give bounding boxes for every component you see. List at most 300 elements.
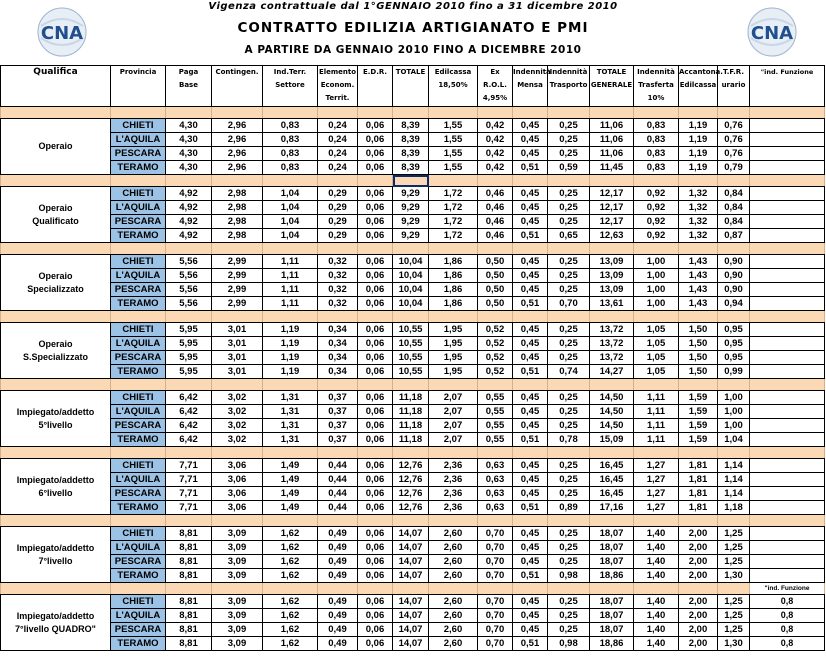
value-cell[interactable]: 1,05 <box>634 337 679 351</box>
separator-cell[interactable] <box>590 107 634 119</box>
value-cell[interactable]: 3,01 <box>212 337 263 351</box>
value-cell[interactable]: 2,99 <box>212 283 263 297</box>
qualifica-cell[interactable] <box>1 187 111 243</box>
value-cell[interactable]: 10,55 <box>393 337 429 351</box>
value-cell[interactable]: 15,09 <box>590 433 634 447</box>
value-cell[interactable]: 0,06 <box>358 229 393 243</box>
value-cell[interactable]: 0,06 <box>358 255 393 269</box>
separator-cell[interactable] <box>548 311 590 323</box>
value-cell[interactable]: 0,25 <box>548 283 590 297</box>
separator-cell[interactable] <box>478 583 513 595</box>
value-cell[interactable]: 1,40 <box>634 569 679 583</box>
value-cell[interactable]: 14,07 <box>393 637 429 651</box>
value-cell[interactable]: 18,86 <box>590 569 634 583</box>
value-cell[interactable]: 0,83 <box>263 119 318 133</box>
value-cell[interactable]: 5,56 <box>166 297 212 311</box>
value-cell[interactable]: 1,00 <box>718 391 750 405</box>
value-cell[interactable]: 0,32 <box>318 283 358 297</box>
value-cell[interactable]: 0,45 <box>513 337 548 351</box>
value-cell[interactable]: 2,96 <box>212 119 263 133</box>
value-cell[interactable]: 0,25 <box>548 147 590 161</box>
value-cell[interactable]: 0,06 <box>358 337 393 351</box>
separator-cell[interactable] <box>513 311 548 323</box>
column-header[interactable] <box>634 66 679 107</box>
value-cell[interactable]: 1,62 <box>263 595 318 609</box>
separator-cell[interactable] <box>212 447 263 459</box>
value-cell[interactable]: 0,25 <box>548 119 590 133</box>
value-cell[interactable] <box>750 269 825 283</box>
value-cell[interactable]: 0,84 <box>718 187 750 201</box>
value-cell[interactable]: 1,32 <box>679 215 718 229</box>
value-cell[interactable]: 2,00 <box>679 623 718 637</box>
separator-cell[interactable] <box>1 311 111 323</box>
value-cell[interactable]: 1,31 <box>263 419 318 433</box>
value-cell[interactable]: 1,19 <box>679 147 718 161</box>
value-cell[interactable]: 1,25 <box>718 527 750 541</box>
value-cell[interactable]: 0,25 <box>548 419 590 433</box>
value-cell[interactable]: 0,46 <box>478 187 513 201</box>
column-header[interactable] <box>318 66 358 107</box>
value-cell[interactable] <box>750 391 825 405</box>
value-cell[interactable]: 10,55 <box>393 323 429 337</box>
separator-cell[interactable] <box>750 379 825 391</box>
value-cell[interactable]: 1,95 <box>429 337 478 351</box>
value-cell[interactable]: 1,11 <box>634 391 679 405</box>
column-header[interactable] <box>429 66 478 107</box>
value-cell[interactable]: 11,18 <box>393 433 429 447</box>
value-cell[interactable] <box>750 323 825 337</box>
value-cell[interactable]: 0,46 <box>478 229 513 243</box>
value-cell[interactable]: 0,45 <box>513 351 548 365</box>
value-cell[interactable]: 1,43 <box>679 297 718 311</box>
value-cell[interactable]: 8,81 <box>166 555 212 569</box>
value-cell[interactable]: 0,76 <box>718 119 750 133</box>
separator-cell[interactable] <box>679 515 718 527</box>
value-cell[interactable]: 1,04 <box>263 187 318 201</box>
provincia-cell[interactable]: L'AQUILA <box>111 133 166 147</box>
value-cell[interactable]: 1,43 <box>679 269 718 283</box>
value-cell[interactable]: 0,45 <box>513 459 548 473</box>
separator-cell[interactable] <box>548 243 590 255</box>
separator-cell[interactable] <box>634 175 679 187</box>
value-cell[interactable]: 0,51 <box>513 297 548 311</box>
value-cell[interactable]: 2,99 <box>212 269 263 283</box>
separator-cell[interactable] <box>393 447 429 459</box>
separator-cell[interactable] <box>263 447 318 459</box>
value-cell[interactable]: 1,05 <box>634 351 679 365</box>
value-cell[interactable]: 0,37 <box>318 419 358 433</box>
provincia-cell[interactable]: L'AQUILA <box>111 201 166 215</box>
value-cell[interactable]: 12,76 <box>393 459 429 473</box>
value-cell[interactable]: 0,25 <box>548 215 590 229</box>
value-cell[interactable]: 2,98 <box>212 229 263 243</box>
value-cell[interactable]: 2,36 <box>429 459 478 473</box>
selected-cell[interactable] <box>393 175 429 187</box>
value-cell[interactable]: 0,44 <box>318 473 358 487</box>
provincia-cell[interactable]: CHIETI <box>111 459 166 473</box>
value-cell[interactable]: 10,55 <box>393 365 429 379</box>
separator-cell[interactable] <box>634 311 679 323</box>
separator-cell[interactable] <box>513 243 548 255</box>
separator-cell[interactable] <box>718 107 750 119</box>
separator-cell[interactable] <box>548 379 590 391</box>
separator-cell[interactable] <box>590 515 634 527</box>
value-cell[interactable]: 1,19 <box>263 323 318 337</box>
column-header[interactable] <box>513 66 551 107</box>
value-cell[interactable]: 2,07 <box>429 405 478 419</box>
value-cell[interactable] <box>750 555 825 569</box>
separator-cell[interactable] <box>358 583 393 595</box>
value-cell[interactable]: 1,11 <box>634 419 679 433</box>
value-cell[interactable]: 2,00 <box>679 609 718 623</box>
value-cell[interactable]: 0,37 <box>318 405 358 419</box>
provincia-cell[interactable]: TERAMO <box>111 569 166 583</box>
separator-cell[interactable] <box>429 583 478 595</box>
value-cell[interactable]: 1,30 <box>718 637 750 651</box>
value-cell[interactable]: 1,25 <box>718 595 750 609</box>
value-cell[interactable]: 0,55 <box>478 419 513 433</box>
value-cell[interactable]: 1,86 <box>429 255 478 269</box>
separator-cell[interactable] <box>393 515 429 527</box>
value-cell[interactable]: 1,49 <box>263 501 318 515</box>
value-cell[interactable]: 1,55 <box>429 133 478 147</box>
value-cell[interactable]: 0,25 <box>548 595 590 609</box>
value-cell[interactable]: 0,83 <box>634 161 679 175</box>
value-cell[interactable]: 1,25 <box>718 555 750 569</box>
separator-cell[interactable] <box>718 175 750 187</box>
separator-cell[interactable] <box>429 515 478 527</box>
value-cell[interactable]: 2,98 <box>212 201 263 215</box>
value-cell[interactable]: 0,06 <box>358 527 393 541</box>
value-cell[interactable]: 1,14 <box>718 487 750 501</box>
value-cell[interactable]: 18,07 <box>590 555 634 569</box>
value-cell[interactable]: 1,00 <box>718 405 750 419</box>
value-cell[interactable]: 3,06 <box>212 487 263 501</box>
value-cell[interactable]: 1,00 <box>718 419 750 433</box>
value-cell[interactable] <box>750 119 825 133</box>
value-cell[interactable]: 1,40 <box>634 527 679 541</box>
value-cell[interactable]: 12,17 <box>590 201 634 215</box>
separator-cell[interactable] <box>1 447 111 459</box>
value-cell[interactable]: 18,07 <box>590 527 634 541</box>
value-cell[interactable] <box>750 147 825 161</box>
separator-cell[interactable] <box>429 175 478 187</box>
value-cell[interactable]: 0,92 <box>634 187 679 201</box>
separator-cell[interactable] <box>679 311 718 323</box>
value-cell[interactable] <box>750 201 825 215</box>
column-header[interactable] <box>358 66 393 107</box>
value-cell[interactable]: 0,45 <box>513 201 548 215</box>
value-cell[interactable]: 0,06 <box>358 297 393 311</box>
value-cell[interactable]: 1,81 <box>679 459 718 473</box>
value-cell[interactable]: 0,06 <box>358 147 393 161</box>
value-cell[interactable]: 0,55 <box>478 433 513 447</box>
value-cell[interactable]: 1,11 <box>634 405 679 419</box>
value-cell[interactable]: 0,83 <box>634 119 679 133</box>
separator-cell[interactable] <box>111 175 166 187</box>
ind-funzione-note[interactable]: "ind. Funzione <box>750 583 825 595</box>
value-cell[interactable] <box>750 419 825 433</box>
value-cell[interactable]: 1,72 <box>429 215 478 229</box>
separator-cell[interactable] <box>718 379 750 391</box>
value-cell[interactable]: 1,25 <box>718 623 750 637</box>
separator-cell[interactable] <box>166 447 212 459</box>
value-cell[interactable]: 0,34 <box>318 351 358 365</box>
separator-cell[interactable] <box>478 311 513 323</box>
value-cell[interactable] <box>750 459 825 473</box>
value-cell[interactable]: 2,96 <box>212 161 263 175</box>
value-cell[interactable]: 1,72 <box>429 201 478 215</box>
value-cell[interactable]: 1,40 <box>634 555 679 569</box>
value-cell[interactable]: 0,25 <box>548 269 590 283</box>
value-cell[interactable]: 0,45 <box>513 487 548 501</box>
value-cell[interactable]: 0,45 <box>513 215 548 229</box>
value-cell[interactable]: 2,60 <box>429 541 478 555</box>
provincia-cell[interactable]: CHIETI <box>111 119 166 133</box>
separator-cell[interactable] <box>634 447 679 459</box>
separator-cell[interactable] <box>478 175 513 187</box>
value-cell[interactable]: 1,31 <box>263 391 318 405</box>
value-cell[interactable] <box>750 215 825 229</box>
value-cell[interactable]: 12,76 <box>393 501 429 515</box>
separator-cell[interactable] <box>166 379 212 391</box>
value-cell[interactable]: 0,25 <box>548 391 590 405</box>
separator-cell[interactable] <box>212 243 263 255</box>
column-header[interactable] <box>679 66 723 107</box>
value-cell[interactable]: 1,59 <box>679 405 718 419</box>
value-cell[interactable]: 3,09 <box>212 541 263 555</box>
value-cell[interactable]: 0,84 <box>718 201 750 215</box>
value-cell[interactable]: 2,60 <box>429 637 478 651</box>
value-cell[interactable]: 0,34 <box>318 323 358 337</box>
value-cell[interactable]: 8,39 <box>393 119 429 133</box>
separator-cell[interactable] <box>429 447 478 459</box>
separator-cell[interactable] <box>679 175 718 187</box>
value-cell[interactable]: 14,07 <box>393 595 429 609</box>
value-cell[interactable]: 11,18 <box>393 419 429 433</box>
value-cell[interactable]: 1,05 <box>634 323 679 337</box>
separator-cell[interactable] <box>548 107 590 119</box>
value-cell[interactable]: 0,49 <box>318 623 358 637</box>
value-cell[interactable]: 1,95 <box>429 365 478 379</box>
separator-cell[interactable] <box>318 243 358 255</box>
value-cell[interactable]: 0,45 <box>513 541 548 555</box>
value-cell[interactable]: 2,96 <box>212 133 263 147</box>
value-cell[interactable]: 0,34 <box>318 337 358 351</box>
value-cell[interactable]: 8,39 <box>393 161 429 175</box>
value-cell[interactable]: 3,09 <box>212 569 263 583</box>
value-cell[interactable]: 0,70 <box>478 555 513 569</box>
separator-cell[interactable] <box>318 379 358 391</box>
value-cell[interactable]: 16,45 <box>590 487 634 501</box>
value-cell[interactable]: 0,87 <box>718 229 750 243</box>
value-cell[interactable]: 10,55 <box>393 351 429 365</box>
separator-cell[interactable] <box>166 583 212 595</box>
value-cell[interactable]: 1,32 <box>679 187 718 201</box>
qualifica-cell[interactable] <box>1 459 111 515</box>
value-cell[interactable]: 0,06 <box>358 215 393 229</box>
value-cell[interactable]: 4,92 <box>166 201 212 215</box>
value-cell[interactable]: 1,19 <box>679 119 718 133</box>
separator-cell[interactable] <box>212 583 263 595</box>
value-cell[interactable]: 0,45 <box>513 595 548 609</box>
value-cell[interactable]: 0,25 <box>548 187 590 201</box>
value-cell[interactable]: 6,42 <box>166 433 212 447</box>
value-cell[interactable]: 1,62 <box>263 623 318 637</box>
separator-cell[interactable] <box>513 107 548 119</box>
value-cell[interactable]: 1,62 <box>263 609 318 623</box>
value-cell[interactable]: 0,52 <box>478 365 513 379</box>
separator-cell[interactable] <box>318 447 358 459</box>
value-cell[interactable]: 0,98 <box>548 637 590 651</box>
value-cell[interactable]: 0,25 <box>548 201 590 215</box>
value-cell[interactable]: 0,52 <box>478 337 513 351</box>
separator-cell[interactable] <box>318 107 358 119</box>
separator-cell[interactable] <box>318 175 358 187</box>
separator-cell[interactable] <box>263 243 318 255</box>
value-cell[interactable]: 1,50 <box>679 351 718 365</box>
value-cell[interactable]: 2,36 <box>429 487 478 501</box>
value-cell[interactable]: 1,19 <box>679 161 718 175</box>
separator-cell[interactable] <box>718 515 750 527</box>
value-cell[interactable]: 18,07 <box>590 623 634 637</box>
value-cell[interactable]: 14,50 <box>590 405 634 419</box>
column-header[interactable] <box>548 66 590 107</box>
value-cell[interactable]: 14,07 <box>393 609 429 623</box>
value-cell[interactable]: 0,24 <box>318 161 358 175</box>
value-cell[interactable]: 14,07 <box>393 527 429 541</box>
value-cell[interactable]: 0,51 <box>513 365 548 379</box>
value-cell[interactable]: 0,06 <box>358 405 393 419</box>
value-cell[interactable]: 1,86 <box>429 283 478 297</box>
value-cell[interactable]: 0,25 <box>548 459 590 473</box>
value-cell[interactable]: 0,95 <box>718 323 750 337</box>
value-cell[interactable]: 1,49 <box>263 487 318 501</box>
value-cell[interactable]: 18,07 <box>590 595 634 609</box>
value-cell[interactable]: 0,45 <box>513 623 548 637</box>
value-cell[interactable]: 1,11 <box>263 283 318 297</box>
value-cell[interactable]: 11,06 <box>590 147 634 161</box>
separator-cell[interactable] <box>1 583 111 595</box>
value-cell[interactable]: 3,01 <box>212 351 263 365</box>
value-cell[interactable]: 0,78 <box>548 433 590 447</box>
separator-cell[interactable] <box>590 243 634 255</box>
value-cell[interactable]: 0,49 <box>318 569 358 583</box>
value-cell[interactable]: 0,83 <box>634 147 679 161</box>
value-cell[interactable]: 2,36 <box>429 501 478 515</box>
value-cell[interactable]: 0,55 <box>478 405 513 419</box>
value-cell[interactable]: 3,01 <box>212 365 263 379</box>
value-cell[interactable]: 1,04 <box>718 433 750 447</box>
value-cell[interactable] <box>750 433 825 447</box>
value-cell[interactable]: 0,45 <box>513 187 548 201</box>
value-cell[interactable]: 0,24 <box>318 133 358 147</box>
value-cell[interactable]: 13,72 <box>590 337 634 351</box>
value-cell[interactable]: 1,40 <box>634 609 679 623</box>
value-cell[interactable]: 9,29 <box>393 201 429 215</box>
value-cell[interactable]: 0,59 <box>548 161 590 175</box>
separator-cell[interactable] <box>358 243 393 255</box>
provincia-cell[interactable]: CHIETI <box>111 187 166 201</box>
separator-cell[interactable] <box>718 243 750 255</box>
value-cell[interactable]: 4,92 <box>166 187 212 201</box>
value-cell[interactable] <box>750 365 825 379</box>
value-cell[interactable]: 2,60 <box>429 555 478 569</box>
value-cell[interactable]: 5,95 <box>166 337 212 351</box>
value-cell[interactable]: 0,51 <box>513 637 548 651</box>
value-cell[interactable] <box>750 133 825 147</box>
value-cell[interactable]: 1,40 <box>634 541 679 555</box>
value-cell[interactable]: 0,25 <box>548 473 590 487</box>
value-cell[interactable]: 0,63 <box>478 487 513 501</box>
value-cell[interactable] <box>750 255 825 269</box>
separator-cell[interactable] <box>548 515 590 527</box>
value-cell[interactable]: 10,04 <box>393 283 429 297</box>
value-cell[interactable]: 0,06 <box>358 187 393 201</box>
separator-cell[interactable] <box>1 515 111 527</box>
value-cell[interactable]: 11,06 <box>590 119 634 133</box>
value-cell[interactable]: 8,81 <box>166 609 212 623</box>
value-cell[interactable] <box>750 351 825 365</box>
separator-cell[interactable] <box>358 175 393 187</box>
provincia-cell[interactable]: CHIETI <box>111 323 166 337</box>
value-cell[interactable]: 1,49 <box>263 459 318 473</box>
value-cell[interactable]: 0,25 <box>548 351 590 365</box>
separator-cell[interactable] <box>212 379 263 391</box>
provincia-cell[interactable]: TERAMO <box>111 297 166 311</box>
separator-cell[interactable] <box>358 447 393 459</box>
value-cell[interactable]: 13,09 <box>590 255 634 269</box>
value-cell[interactable]: 2,98 <box>212 187 263 201</box>
value-cell[interactable]: 0,24 <box>318 147 358 161</box>
value-cell[interactable]: 11,18 <box>393 391 429 405</box>
separator-cell[interactable] <box>212 175 263 187</box>
value-cell[interactable]: 13,72 <box>590 351 634 365</box>
separator-cell[interactable] <box>212 107 263 119</box>
value-cell[interactable]: 0,70 <box>478 609 513 623</box>
value-cell[interactable]: 2,60 <box>429 527 478 541</box>
value-cell[interactable]: 2,96 <box>212 147 263 161</box>
value-cell[interactable]: 3,02 <box>212 433 263 447</box>
value-cell[interactable]: 0,98 <box>548 569 590 583</box>
value-cell[interactable]: 14,07 <box>393 623 429 637</box>
value-cell[interactable]: 0,44 <box>318 459 358 473</box>
value-cell[interactable]: 3,06 <box>212 473 263 487</box>
value-cell[interactable]: 1,40 <box>634 595 679 609</box>
value-cell[interactable] <box>750 487 825 501</box>
value-cell[interactable]: 5,95 <box>166 323 212 337</box>
value-cell[interactable]: 0,83 <box>263 133 318 147</box>
value-cell[interactable]: 8,81 <box>166 595 212 609</box>
value-cell[interactable]: 4,92 <box>166 215 212 229</box>
value-cell[interactable]: 0,51 <box>513 433 548 447</box>
value-cell[interactable]: 17,16 <box>590 501 634 515</box>
value-cell[interactable]: 3,02 <box>212 405 263 419</box>
value-cell[interactable]: 0,45 <box>513 419 548 433</box>
separator-cell[interactable] <box>429 379 478 391</box>
value-cell[interactable]: 0,25 <box>548 405 590 419</box>
value-cell[interactable] <box>750 187 825 201</box>
value-cell[interactable]: 0,45 <box>513 255 548 269</box>
value-cell[interactable]: 0,29 <box>318 215 358 229</box>
separator-cell[interactable] <box>263 311 318 323</box>
value-cell[interactable]: 1,05 <box>634 365 679 379</box>
provincia-cell[interactable]: PESCARA <box>111 283 166 297</box>
separator-cell[interactable] <box>1 107 111 119</box>
separator-cell[interactable] <box>478 379 513 391</box>
value-cell[interactable]: 1,19 <box>263 365 318 379</box>
qualifica-cell[interactable] <box>1 255 111 311</box>
